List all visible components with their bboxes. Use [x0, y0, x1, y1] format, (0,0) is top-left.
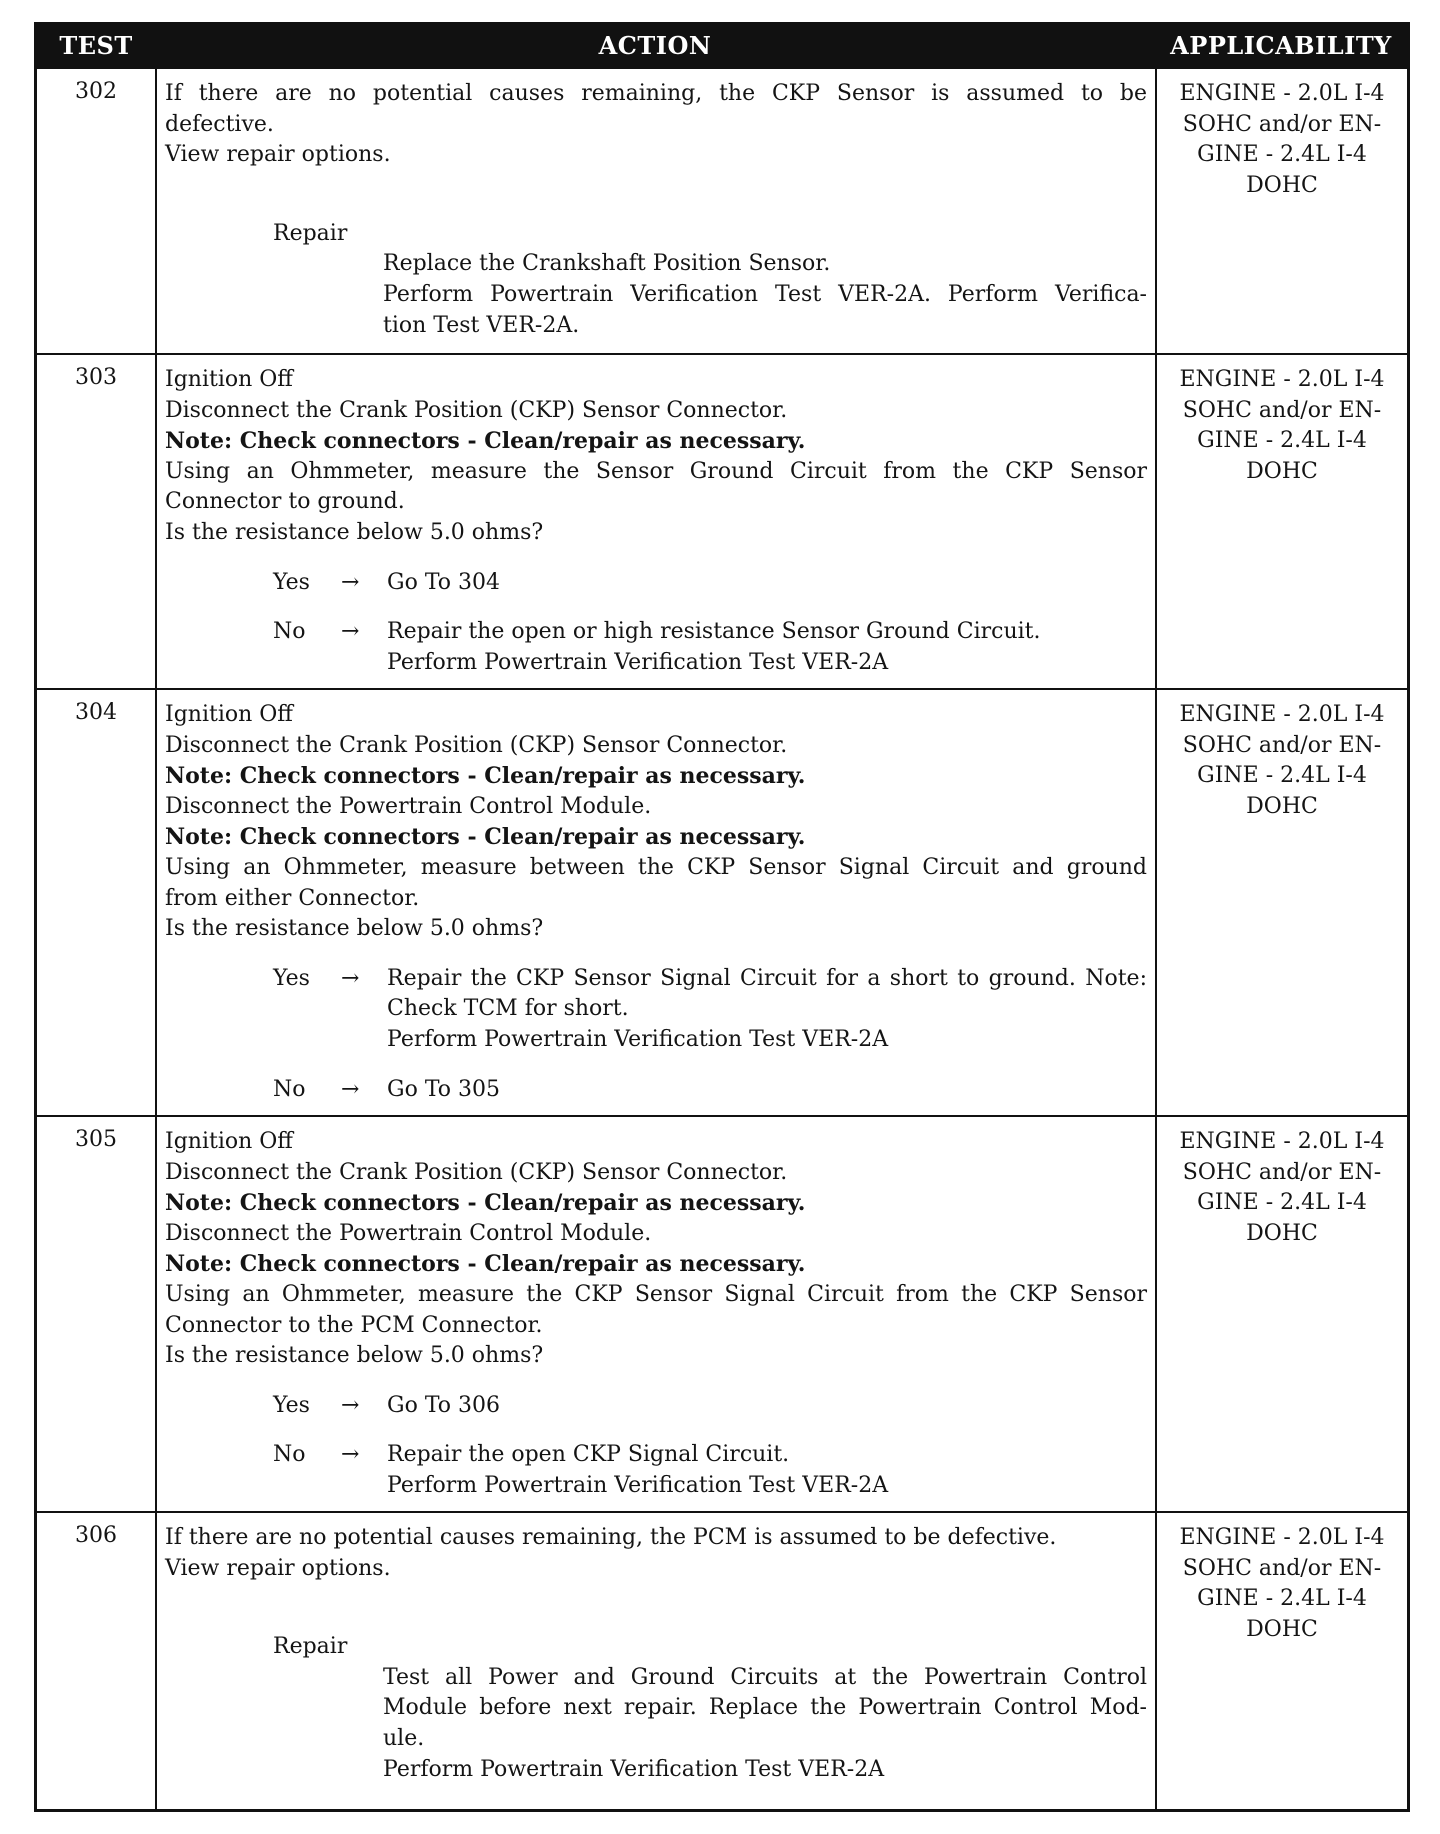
applicability-line: GINE - 2.4L I-4 [1197, 428, 1367, 454]
arrow-icon: → [341, 1442, 360, 1468]
action-cell [165, 365, 1147, 678]
applicability-line: GINE - 2.4L I-4 [1197, 1190, 1367, 1216]
action-line: Using an Ohmmeter, measure the Sensor Ground Circuit from the CKP Sensor [165, 458, 1147, 484]
no-label: No [273, 619, 306, 645]
no-choice [165, 1075, 1147, 1106]
no-text: Go To 305 [387, 1076, 501, 1102]
no-text: Repair the open CKP Signal Circuit. [387, 1442, 790, 1468]
action-line: View repair options. [165, 1555, 391, 1581]
action-cell [165, 79, 1147, 341]
arrow-icon: → [341, 1392, 360, 1418]
action-line: View repair options. [165, 142, 391, 168]
repair-line: tion Test VER-2A. [383, 312, 580, 338]
action-line: Connector to ground. [165, 489, 405, 515]
yes-text: Repair the CKP Sensor Signal Circuit for a short to ground. Note: [387, 965, 1147, 991]
applicability-line: DOHC [1246, 458, 1318, 484]
applicability-line: GINE - 2.4L I-4 [1197, 142, 1367, 168]
applicability-cell [1161, 365, 1403, 487]
yes-choice [165, 568, 1147, 599]
repair-line: Perform Powertrain Verification Test VER-2A. Perform Verifica- [383, 281, 1147, 307]
note-line: Note: Check connectors - Clean/repair as necessary. [165, 763, 806, 790]
action-line: Ignition Off [165, 702, 293, 727]
repair-line: ule. [383, 1725, 425, 1751]
note-line: Note: Check connectors - Clean/repair as necessary. [165, 1190, 806, 1217]
arrow-icon: → [341, 1076, 360, 1102]
action-line: Using an Ohmmeter, measure the CKP Sensor Signal Circuit from the CKP Sensor [165, 1281, 1147, 1307]
applicability-line: ENGINE - 2.0L I-4 [1179, 81, 1385, 106]
table-row [37, 688, 1407, 1115]
no-subtext: Perform Powertrain Verification Test VER-2A [387, 649, 889, 675]
note-line: Note: Check connectors - Clean/repair as necessary. [165, 428, 806, 455]
action-line: Is the resistance below 5.0 ohms? [165, 519, 544, 545]
action-line: If there are no potential causes remaining, the PCM is assumed to be defective. [165, 1525, 1057, 1550]
arrow-icon: → [341, 569, 360, 595]
applicability-line: SOHC and/or EN- [1182, 111, 1382, 137]
table-row [37, 67, 1407, 353]
applicability-line: DOHC [1246, 172, 1318, 198]
yes-label: Yes [273, 1392, 310, 1418]
applicability-line: SOHC and/or EN- [1182, 1555, 1382, 1581]
table-row [37, 1115, 1407, 1511]
applicability-line: GINE - 2.4L I-4 [1197, 1586, 1367, 1612]
no-text: Repair the open or high resistance Sensor Ground Circuit. [387, 619, 1041, 645]
action-line: Using an Ohmmeter, measure between the CKP Sensor Signal Circuit and ground [165, 854, 1147, 880]
test-number: 305 [75, 1127, 117, 1152]
action-line: Is the resistance below 5.0 ohms? [165, 916, 544, 942]
yes-text: Go To 304 [387, 569, 501, 595]
applicability-line: DOHC [1246, 1220, 1318, 1246]
table-header [37, 25, 1407, 67]
action-cell [165, 1523, 1147, 1785]
action-line: Disconnect the Crank Position (CKP) Sensor Connector. [165, 1159, 788, 1185]
applicability-line: DOHC [1246, 1616, 1318, 1642]
action-line: from either Connector. [165, 885, 420, 911]
applicability-cell [1161, 700, 1403, 822]
note-line: Note: Check connectors - Clean/repair as necessary. [165, 824, 806, 851]
test-number: 304 [75, 700, 117, 725]
applicability-line: SOHC and/or EN- [1182, 397, 1382, 423]
yes-text: Go To 306 [387, 1392, 501, 1418]
applicability-cell [1161, 1127, 1403, 1249]
action-cell [165, 700, 1147, 1105]
repair-label: Repair [273, 220, 348, 246]
repair-line: Replace the Crankshaft Position Sensor. [383, 251, 831, 277]
table-row [37, 1511, 1407, 1809]
yes-subtext: Check TCM for short. [387, 996, 629, 1022]
action-cell [165, 1127, 1147, 1502]
yes-choice [165, 964, 1147, 995]
test-number: 303 [75, 365, 117, 390]
no-subtext: Perform Powertrain Verification Test VER-2A [387, 1472, 889, 1498]
no-label: No [273, 1442, 306, 1468]
action-line: Disconnect the Powertrain Control Module. [165, 1220, 652, 1246]
applicability-line: SOHC and/or EN- [1182, 1159, 1382, 1185]
applicability-line: ENGINE - 2.0L I-4 [1179, 1525, 1385, 1550]
action-line: Disconnect the Crank Position (CKP) Sensor Connector. [165, 732, 788, 758]
applicability-line: SOHC and/or EN- [1182, 732, 1382, 758]
diagnostic-table [34, 22, 1410, 1812]
repair-line: Module before next repair. Replace the Powertrain Control Mod- [383, 1695, 1147, 1721]
note-line: Note: Check connectors - Clean/repair as necessary. [165, 1251, 806, 1278]
yes-label: Yes [273, 965, 310, 991]
header-applicability: APPLICABILITY [1170, 31, 1392, 60]
arrow-icon: → [341, 965, 360, 991]
yes-label: Yes [273, 569, 310, 595]
action-line: If there are no potential causes remaining, the CKP Sensor is assumed to be [165, 81, 1147, 106]
repair-line: Perform Powertrain Verification Test VER-2A [383, 1756, 885, 1782]
applicability-cell [1161, 1523, 1403, 1645]
applicability-line: DOHC [1246, 793, 1318, 819]
test-number: 306 [75, 1523, 117, 1548]
test-number: 302 [75, 79, 117, 104]
action-line: Ignition Off [165, 367, 293, 392]
action-line: Is the resistance below 5.0 ohms? [165, 1343, 544, 1369]
no-choice [165, 617, 1147, 648]
applicability-line: GINE - 2.4L I-4 [1197, 763, 1367, 789]
applicability-cell [1161, 79, 1403, 201]
applicability-line: ENGINE - 2.0L I-4 [1179, 702, 1385, 727]
no-label: No [273, 1076, 306, 1102]
no-choice [165, 1440, 1147, 1471]
yes-subtext: Perform Powertrain Verification Test VER-2A [387, 1026, 889, 1052]
yes-choice [165, 1391, 1147, 1422]
arrow-icon: → [341, 619, 360, 645]
repair-line: Test all Power and Ground Circuits at the Powertrain Control [383, 1664, 1147, 1690]
header-test: TEST [59, 31, 133, 60]
table-row [37, 353, 1407, 688]
action-line: Connector to the PCM Connector. [165, 1312, 543, 1338]
action-line: Ignition Off [165, 1129, 293, 1154]
header-action: ACTION [598, 31, 712, 60]
applicability-line: ENGINE - 2.0L I-4 [1179, 367, 1385, 392]
repair-label: Repair [273, 1634, 348, 1660]
applicability-line: ENGINE - 2.0L I-4 [1179, 1129, 1385, 1154]
action-line: defective. [165, 111, 274, 137]
action-line: Disconnect the Crank Position (CKP) Sensor Connector. [165, 397, 788, 423]
action-line: Disconnect the Powertrain Control Module. [165, 793, 652, 819]
